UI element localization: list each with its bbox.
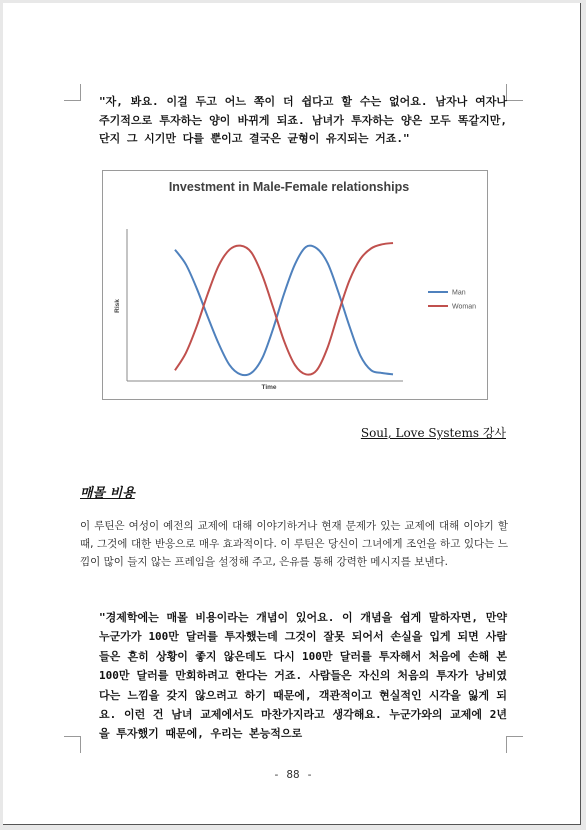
chart-svg xyxy=(103,171,489,401)
series-line-man xyxy=(175,246,393,376)
quote-attribution: Soul, Love Systems 강사 xyxy=(360,426,506,440)
legend-label-woman: Woman xyxy=(452,303,476,311)
chart-investment xyxy=(102,170,488,400)
y-axis-label: Risk xyxy=(114,299,121,313)
legend xyxy=(428,290,476,311)
quote-balance: "자, 봐요. 이걸 두고 어느 쪽이 더 쉽다고 할 수는 없어요. 남자나 여자나 주기적으로 투자하는 양이 바뀌게 되죠. 남녀가 투자하는 양은 모두 똑같지만, 단지 그 시기만 다를 뿐이고 결국은 균형이 유지되는 거죠." xyxy=(99,95,507,145)
quote-sunk-cost: "경제학에는 매몰 비용이라는 개념이 있어요. 이 개념을 쉽게 말하자면, 만약 누군가가 100만 달러를 투자했는데 그것이 잘못 되어서 손실을 입게 되면 사람들은 흔히 상황이 좋지 않은데도 다시 100만 달러를 투자해서 처음에 손해 본 100만 달러를 만회하려고 한다는 거죠. 사람들은 자신의 처음의 투자가 낭비였다는 느낌을 갖지 않으려고 하기 때문에, 객관적이고 현실적인 시각을 잃게 되요. 이런 건 남녀 교제에서도 마찬가지라고 생각해요. 누군가와의 교제에 2년을 투자했기 때문에, 우리는 본능적으로 xyxy=(99,611,507,741)
crop-mark-top-right xyxy=(506,84,523,101)
series-layer xyxy=(175,243,393,375)
chart-title: Investment in Male-Female relationships xyxy=(168,180,410,194)
crop-mark-bottom-right xyxy=(506,736,523,753)
crop-mark-bottom-left xyxy=(64,736,81,753)
x-axis-label: Time xyxy=(261,384,277,391)
page-number: - 88 - xyxy=(273,768,313,781)
body-paragraph: 이 루틴은 여성이 예전의 교제에 대해 이야기하거나 현재 문제가 있는 교제에 대해 이야기 할 때, 그것에 대한 반응으로 매우 효과적이다. 이 루틴은 당신이 그녀에게 조언을 하고 있다는 느낌이 많이 들지 않는 프레임을 설정해 주고, 은유를 통해 강력한 메시지를 보낸다. xyxy=(80,520,508,569)
section-heading: 매몰 비용 xyxy=(80,486,135,501)
legend-label-man: Man xyxy=(452,289,466,297)
crop-mark-top-left xyxy=(64,84,81,101)
